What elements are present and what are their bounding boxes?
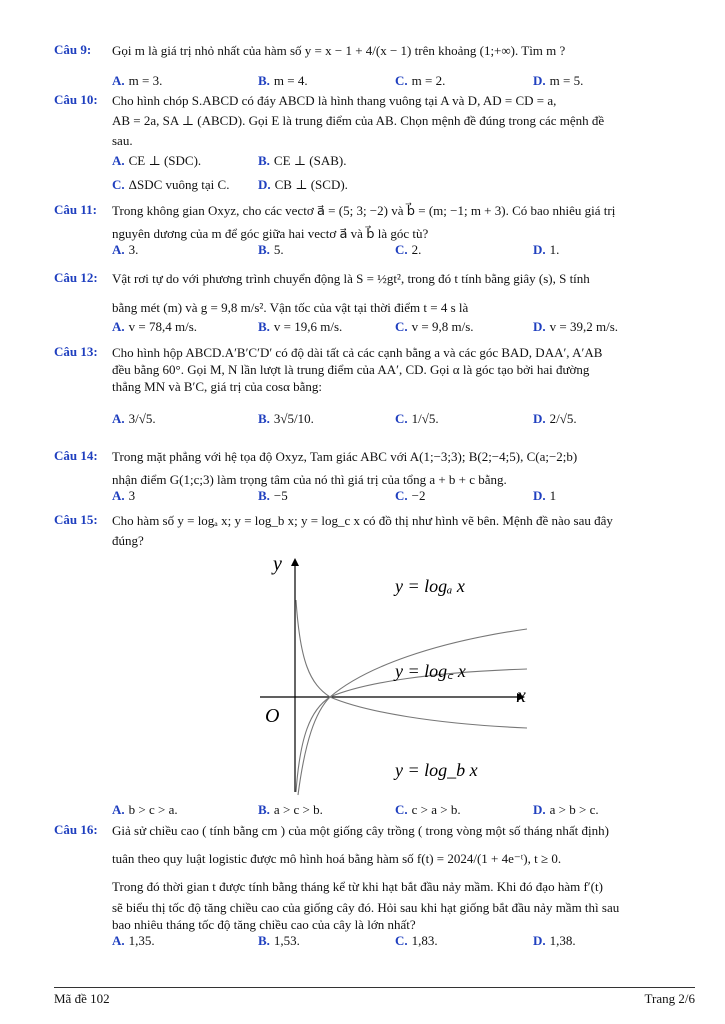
- question-number: Câu 13:: [54, 344, 98, 359]
- question-text: Trong mặt phẳng với hệ tọa độ Oxyz, Tam giác ABC với A(1;−3;3); B(2;−4;5), C(a;−2;b): [112, 449, 578, 464]
- option-c[interactable]: C. 2.: [395, 242, 422, 257]
- question-9: [54, 42, 694, 91]
- x-axis-label: x: [517, 685, 526, 707]
- label-log-b: y = log_b x: [395, 760, 478, 780]
- option-d[interactable]: D. 1.: [533, 242, 560, 257]
- y-axis-label: y: [273, 553, 282, 575]
- question-text: sẽ biểu thị tốc độ tăng chiều cao của giống cây đó. Hỏi sau khi hạt giống bắt đầu nảy mầm thì sau: [112, 900, 620, 915]
- option-c[interactable]: C. ΔSDC vuông tại C.: [112, 177, 230, 192]
- question-text: tuân theo quy luật logistic được mô hình hoá bằng hàm số f(t) = 2024/(1 + 4e⁻ᵗ), t ≥ 0.: [112, 851, 562, 866]
- question-number: Câu 12:: [54, 270, 98, 285]
- question-text: đúng?: [112, 533, 144, 548]
- page-number: Trang 2/6: [644, 991, 695, 1006]
- question-text: bao nhiêu tháng tốc độ tăng chiều cao của cây là lớn nhất?: [112, 917, 416, 932]
- option-a[interactable]: A. CE ⊥ (SDC).: [112, 153, 202, 168]
- option-d[interactable]: D. a > b > c.: [533, 802, 599, 817]
- option-b[interactable]: B. a > c > b.: [258, 802, 323, 817]
- question-text: Cho hình hộp ABCD.A′B′C′D′ có độ dài tất cả các cạnh bằng a và các góc BAD, DAA′, A′AB: [112, 345, 603, 360]
- option-c[interactable]: C. m = 2.: [395, 73, 446, 88]
- question-12: [54, 270, 694, 337]
- question-text: Gọi m là giá trị nhỏ nhất của hàm số y = x − 1 + 4/(x − 1) trên khoảng (1;+∞). Tìm m ?: [112, 43, 566, 58]
- question-text: sau.: [112, 133, 133, 148]
- question-number: Câu 10:: [54, 92, 98, 107]
- question-number: Câu 16:: [54, 822, 98, 837]
- question-10: [54, 92, 694, 195]
- question-text: Trong đó thời gian t được tính bằng tháng kể từ khi hạt bắt đầu nảy mầm. Khi đó đạo hàm f′(t): [112, 879, 603, 894]
- option-b[interactable]: B. 5.: [258, 242, 284, 257]
- option-d[interactable]: D. 1,38.: [533, 933, 576, 948]
- option-a[interactable]: A. 1,35.: [112, 933, 155, 948]
- option-a[interactable]: A. m = 3.: [112, 73, 163, 88]
- question-16: [54, 822, 694, 951]
- question-text: Vật rơi tự do với phương trình chuyển động là S = ½gt², trong đó t tính bằng giây (s), S tính: [112, 271, 590, 286]
- option-b[interactable]: B. −5: [258, 488, 288, 503]
- option-d[interactable]: D. v = 39,2 m/s.: [533, 319, 619, 334]
- question-number: Câu 9:: [54, 42, 92, 57]
- option-c[interactable]: C. 1/√5.: [395, 411, 439, 426]
- option-c[interactable]: C. v = 9,8 m/s.: [395, 319, 474, 334]
- option-b[interactable]: B. m = 4.: [258, 73, 308, 88]
- question-11: [54, 202, 694, 260]
- question-text: Cho hàm số y = logₐ x; y = log_b x; y = log_c x có đồ thị như hình vẽ bên. Mệnh đề nào sau đây: [112, 513, 613, 528]
- option-c[interactable]: C. c > a > b.: [395, 802, 461, 817]
- question-text: nguyên dương của m để góc giữa hai vectơ a⃗ và b⃗ là góc tù?: [112, 226, 429, 241]
- question-13: [54, 344, 694, 429]
- question-text: thẳng MN và B′C, giá trị của cosα bằng:: [112, 379, 323, 394]
- question-text: Trong không gian Oxyz, cho các vectơ a⃗ = (5; 3; −2) và b⃗ = (m; −1; m + 3). Có bao nhiêu giá trị: [112, 203, 616, 218]
- question-text: Cho hình chóp S.ABCD có đáy ABCD là hình thang vuông tại A và D, AD = CD = a,: [112, 93, 557, 108]
- option-a[interactable]: A. v = 78,4 m/s.: [112, 319, 198, 334]
- question-text: Giả sử chiều cao ( tính bằng cm ) của một giống cây trồng ( trong vòng một số tháng nhất định): [112, 823, 609, 838]
- log-graph-figure: [255, 552, 540, 797]
- question-number: Câu 15:: [54, 512, 98, 527]
- label-log-a: y = logₐ x: [395, 576, 465, 596]
- option-a[interactable]: A. 3: [112, 488, 136, 503]
- option-a[interactable]: A. 3/√5.: [112, 411, 156, 426]
- question-text: AB = 2a, SA ⊥ (ABCD). Gọi E là trung điểm của AB. Chọn mệnh đề đúng trong các mệnh đề: [112, 113, 605, 128]
- option-b[interactable]: B. CE ⊥ (SAB).: [258, 153, 347, 168]
- question-text: bằng mét (m) và g = 9,8 m/s². Vận tốc của vật tại thời điểm t = 4 s là: [112, 300, 469, 315]
- exam-code: Mã đề 102: [54, 991, 110, 1006]
- question-number: Câu 14:: [54, 448, 98, 463]
- option-c[interactable]: C. −2: [395, 488, 426, 503]
- option-b[interactable]: B. v = 19,6 m/s.: [258, 319, 343, 334]
- question-text: đều bằng 60°. Gọi M, N lần lượt là trung điểm của AA′, CD. Gọi α là góc tạo bởi hai đường: [112, 362, 590, 377]
- option-b[interactable]: B. 1,53.: [258, 933, 300, 948]
- option-b[interactable]: B. 3√5/10.: [258, 411, 314, 426]
- option-d[interactable]: D. CB ⊥ (SCD).: [258, 177, 348, 192]
- option-c[interactable]: C. 1,83.: [395, 933, 438, 948]
- question-text: nhận điểm G(1;c;3) làm trọng tâm của nó thì giá trị của tổng a + b + c bằng.: [112, 472, 507, 487]
- option-a[interactable]: A. 3.: [112, 242, 139, 257]
- option-a[interactable]: A. b > c > a.: [112, 802, 178, 817]
- option-d[interactable]: D. 1: [533, 488, 557, 503]
- question-number: Câu 11:: [54, 202, 97, 217]
- page-footer: [54, 987, 695, 1007]
- option-d[interactable]: D. 2/√5.: [533, 411, 577, 426]
- option-d[interactable]: D. m = 5.: [533, 73, 584, 88]
- question-14: [54, 448, 694, 506]
- label-log-c: y = log꜀ x: [395, 661, 466, 681]
- origin-label: O: [265, 705, 280, 727]
- y-axis-arrow: [291, 558, 299, 566]
